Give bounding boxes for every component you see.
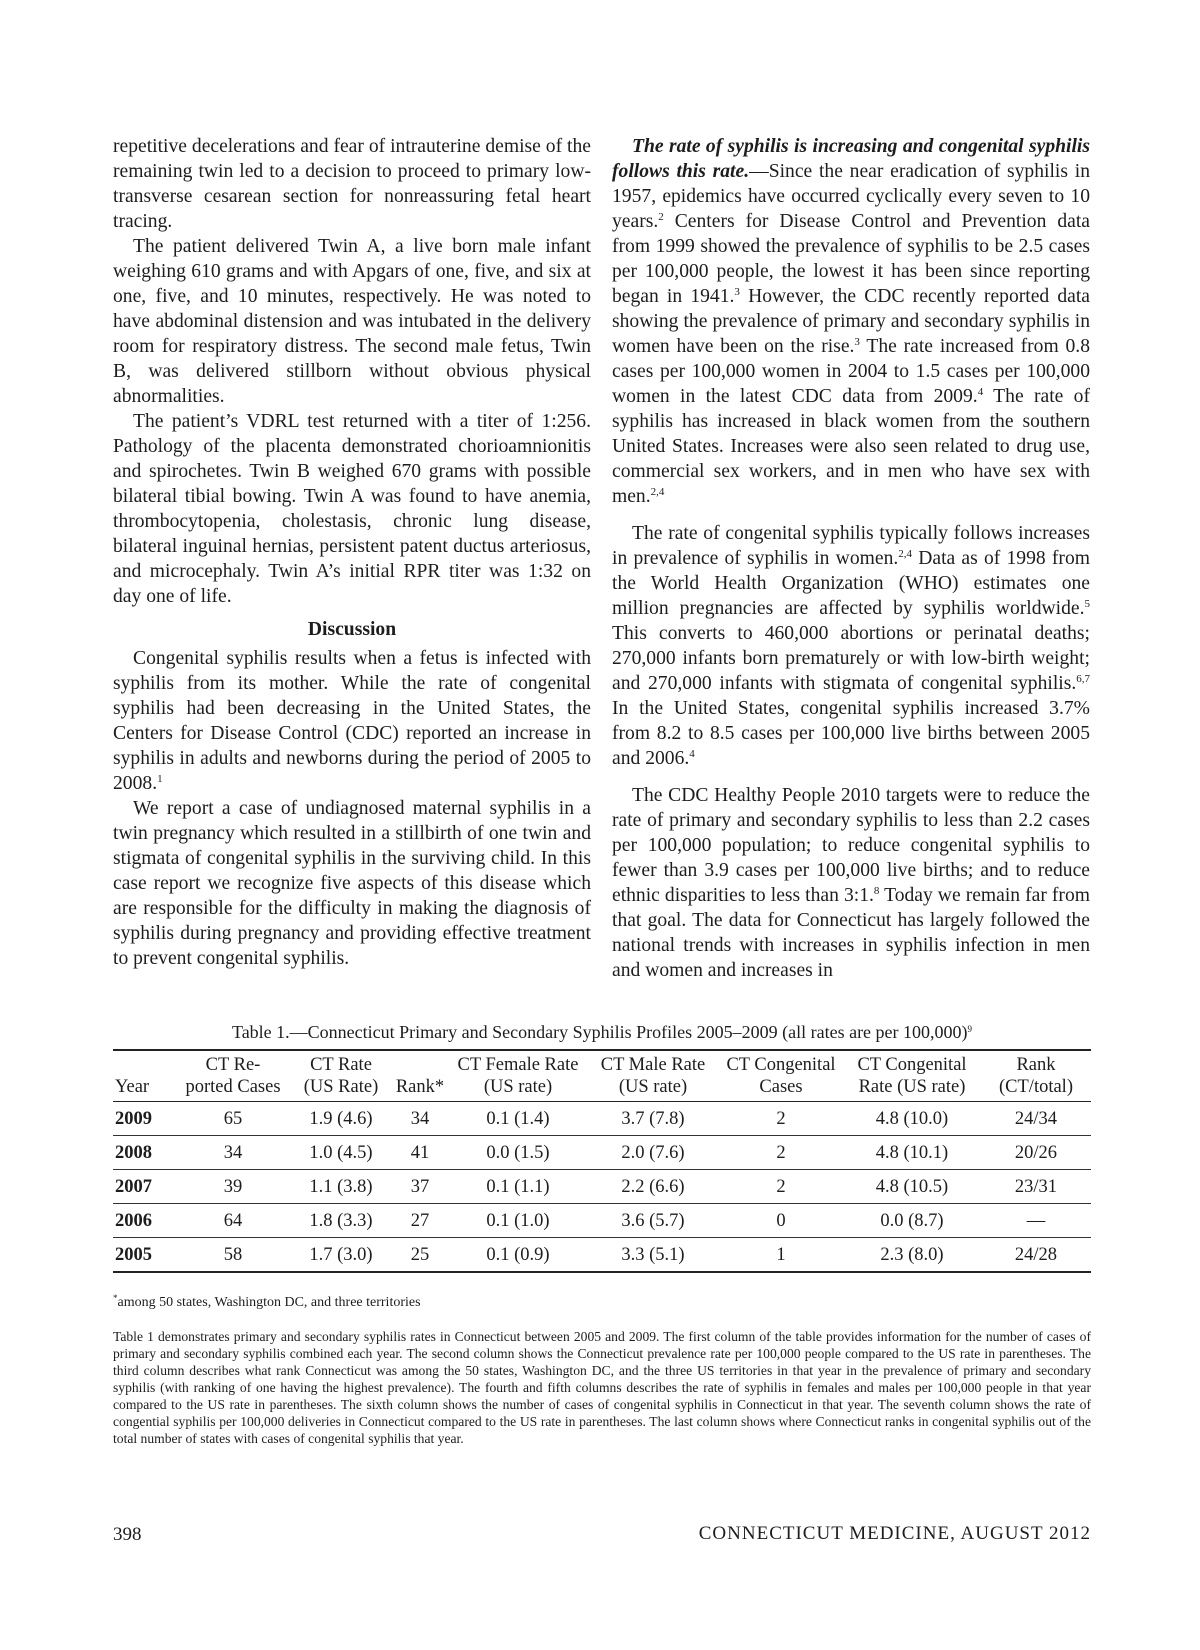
- table-caption: Table 1.—Connecticut Primary and Secondary Syphilis Profiles 2005–2009 (all rates are per 100,000)$^9$: [231, 1022, 973, 1042]
- table-cell: 1.8 (3.3): [291, 1204, 391, 1238]
- column-header-female-rate: CT Female Rate (US rate): [449, 1050, 587, 1102]
- table-cell: 23/31: [981, 1170, 1091, 1204]
- table-footnote: *among 50 states, Washington DC, and three territories: [113, 1293, 421, 1310]
- table-cell: 1.1 (3.8): [291, 1170, 391, 1204]
- paragraph: The patient’s VDRL test returned with a titer of 1:256. Pathology of the placenta demonstrated chorioamnionitis and spirochetes. Twin B weighed 670 grams with possible bilateral tibial bowing. Twin A was found to have anemia, thrombocytopenia, cholestasis, chronic lung disease, bilateral inguinal hernias, persistent patent ductus arteriosus, and microcephaly. Twin A’s initial RPR titer was 1:32 on day one of life.: [113, 411, 591, 607]
- table-cell: 2: [719, 1170, 843, 1204]
- column-header-ct-rate: CT Rate (US Rate): [291, 1050, 391, 1102]
- table-cell: 4.8 (10.1): [843, 1136, 981, 1170]
- run-in-heading: The rate of syphilis is increasing and congenital syphilis follows this rate.: [612, 136, 1090, 182]
- table-cell: 24/28: [981, 1238, 1091, 1273]
- table-cell: 58: [175, 1238, 291, 1273]
- right-column: [612, 134, 1090, 983]
- column-header-year: Year: [113, 1050, 175, 1102]
- table-row: [113, 1102, 1091, 1136]
- citation: 4: [689, 748, 695, 760]
- table-cell: 39: [175, 1170, 291, 1204]
- table-cell: 3.3 (5.1): [587, 1238, 719, 1273]
- citation: 9: [967, 1024, 973, 1034]
- table-cell: 2: [719, 1102, 843, 1136]
- table-cell: 64: [175, 1204, 291, 1238]
- table-cell: 27: [391, 1204, 449, 1238]
- section-heading: Discussion: [307, 619, 397, 640]
- citation: 6,7: [1076, 673, 1090, 685]
- table-cell: 0.1 (1.1): [449, 1170, 587, 1204]
- table-cell: 1.7 (3.0): [291, 1238, 391, 1273]
- table-cell: —: [981, 1204, 1091, 1238]
- table-row: [113, 1136, 1091, 1170]
- table-cell: 2.3 (8.0): [843, 1238, 981, 1273]
- column-header-congenital-rank: Rank (CT/total): [981, 1050, 1091, 1102]
- column-header-congenital-rate: CT Congenital Rate (US rate): [843, 1050, 981, 1102]
- table-cell: 20/26: [981, 1136, 1091, 1170]
- left-column: [113, 134, 591, 971]
- paragraph: Congenital syphilis results when a fetus is infected with syphilis from its mother. While the rate of congenital syphilis had been decreasing in the United States, the Centers for Disease Control (CDC) reported an increase in syphilis in adults and newborns during the period of 2005 to 2008.$^1$: [113, 648, 591, 794]
- table-cell: 0.0 (8.7): [843, 1204, 981, 1238]
- table-cell: 0: [719, 1204, 843, 1238]
- table-cell: 0.1 (1.0): [449, 1204, 587, 1238]
- citation: 3: [734, 286, 740, 298]
- citation: 2,4: [898, 548, 913, 560]
- table-cell: 1: [719, 1238, 843, 1273]
- table-1: [113, 1022, 1091, 1273]
- table-cell: 2009: [113, 1102, 175, 1136]
- citation: 8: [873, 885, 880, 897]
- table-cell: 34: [391, 1102, 449, 1136]
- paragraph: We report a case of undiagnosed maternal syphilis in a twin pregnancy which resulted in a stillbirth of one twin and stigmata of congenital syphilis in the surviving child. In this case report we recognize five aspects of this disease which are responsible for the difficulty in making the diagnosis of syphilis during pregnancy and providing effective treatment to prevent congenital syphilis.: [113, 798, 591, 969]
- paragraph: The patient delivered Twin A, a live born male infant weighing 610 grams and with Apgars of one, five, and six at one, five, and 10 minutes, respectively. He was noted to have abdominal distension and was intubated in the delivery room for respiratory distress. The second male fetus, Twin B, was delivered stillborn without obvious physical abnormalities.: [113, 236, 591, 407]
- table-cell: 41: [391, 1136, 449, 1170]
- table-row: [113, 1204, 1091, 1238]
- paragraph: The rate of congenital syphilis typically follows increases in prevalence of syphilis in women.$^{2,4}$ Data as of 1998 from the World Health Organization (WHO) estimates one million pregnancies are affected by syphilis worldwide.$^5$ This converts to 460,000 abortions or perinatal deaths; 270,000 infants born prematurely or with low-birth weight; and 270,000 infants with stigmata of congenital syphilis.$^{6,7}$ In the United States, congenital syphilis increased 3.7% from 8.2 to 8.5 cases per 100,000 live births between 2005 and 2006.$^4$: [612, 523, 1090, 769]
- table-description: Table 1 demonstrates primary and secondary syphilis rates in Connecticut between 2005 and 2009. The first column of the table provides information for the number of cases of primary and secondary syphilis combined each year. The second column shows the Connecticut prevalence rate per 100,000 people compared to the US rate in parentheses. The third column describes what rank Connecticut was among the 50 states, Washington DC, and the three US territories in that year in the prevalence of primary and secondary syphilis (with ranking of one having the highest prevalence). The fourth and fifth columns describes the rate of syphilis in females and males per 100,000 people in that year compared to the US rate in parentheses. The sixth column shows the number of cases of congenital syphilis in Connecticut in that year. The seventh column shows the rate of congential syphilis per 100,000 deliveries in Connecticut compared to the US rate in parentheses. The last column shows where Connecticut ranks in congenital syphilis out of the total number of states with cases of congenital syphilis that year.: [113, 1329, 1091, 1446]
- citation: 4: [977, 386, 984, 398]
- table-cell: 0.1 (1.4): [449, 1102, 587, 1136]
- paragraph: repetitive decelerations and fear of intrauterine demise of the remaining twin led to a decision to proceed to primary low-transverse cesarean section for nonreassuring fetal heart tracing.: [113, 136, 591, 232]
- page-number: 398: [113, 1524, 142, 1545]
- table-cell: 3.7 (7.8): [587, 1102, 719, 1136]
- table-cell: 2: [719, 1136, 843, 1170]
- paragraph: The CDC Healthy People 2010 targets were to reduce the rate of primary and secondary syphilis to less than 2.2 cases per 100,000 population; to reduce congenital syphilis to fewer than 3.9 cases per 100,000 live births; and to reduce ethnic disparities to less than 3:1.$^8$ Today we remain far from that goal. The data for Connecticut has largely followed the national trends with increases in syphilis infection in men and women and increases in: [612, 785, 1090, 981]
- table-cell: 0.0 (1.5): [449, 1136, 587, 1170]
- table-cell: 0.1 (0.9): [449, 1238, 587, 1273]
- table-cell: 4.8 (10.5): [843, 1170, 981, 1204]
- table-cell: 4.8 (10.0): [843, 1102, 981, 1136]
- citation: 1: [157, 773, 163, 785]
- table-cell: 2.2 (6.6): [587, 1170, 719, 1204]
- table-cell: 2006: [113, 1204, 175, 1238]
- table-cell: 65: [175, 1102, 291, 1136]
- table-cell: 2005: [113, 1238, 175, 1273]
- journal-running-footer: CONNECTICUT MEDICINE, AUGUST 2012: [698, 1523, 1091, 1544]
- table-row: [113, 1170, 1091, 1204]
- syphilis-profile-table: [113, 1049, 1091, 1273]
- table-cell: 2008: [113, 1136, 175, 1170]
- citation: 5: [1084, 598, 1090, 610]
- table-cell: 1.0 (4.5): [291, 1136, 391, 1170]
- column-header-male-rate: CT Male Rate (US rate): [587, 1050, 719, 1102]
- table-cell: 24/34: [981, 1102, 1091, 1136]
- table-cell: 1.9 (4.6): [291, 1102, 391, 1136]
- citation: 3: [854, 336, 860, 348]
- column-header-rank: Rank*: [391, 1050, 449, 1102]
- table-row: [113, 1238, 1091, 1273]
- table-cell: 3.6 (5.7): [587, 1204, 719, 1238]
- table-cell: 37: [391, 1170, 449, 1204]
- table-cell: 25: [391, 1238, 449, 1273]
- citation: 2: [658, 211, 664, 223]
- column-header-congenital-cases: CT Congenital Cases: [719, 1050, 843, 1102]
- citation: 2,4: [650, 486, 665, 498]
- paragraph: The rate of syphilis is increasing and congenital syphilis follows this rate.—Since the near eradication of syphilis in 1957, epidemics have occurred cyclically every seven to 10 years.$^2$ Centers for Disease Control and Prevention data from 1999 showed the prevalence of syphilis to be 2.5 cases per 100,000 people, the lowest it has been since reporting began in 1941.$^3$ However, the CDC recently reported data showing the prevalence of primary and secondary syphilis in women have been on the rise.$^3$ The rate increased from 0.8 cases per 100,000 women in 2004 to 1.5 cases per 100,000 women in the latest CDC data from 2009.$^4$ The rate of syphilis has increased in black women from the southern United States. Increases were also seen related to drug use, commercial sex workers, and in men who have sex with men.$^{2,4}$: [612, 136, 1090, 507]
- table-cell: 2007: [113, 1170, 175, 1204]
- column-header-reported-cases: CT Re- ported Cases: [175, 1050, 291, 1102]
- table-cell: 34: [175, 1136, 291, 1170]
- table-cell: 2.0 (7.6): [587, 1136, 719, 1170]
